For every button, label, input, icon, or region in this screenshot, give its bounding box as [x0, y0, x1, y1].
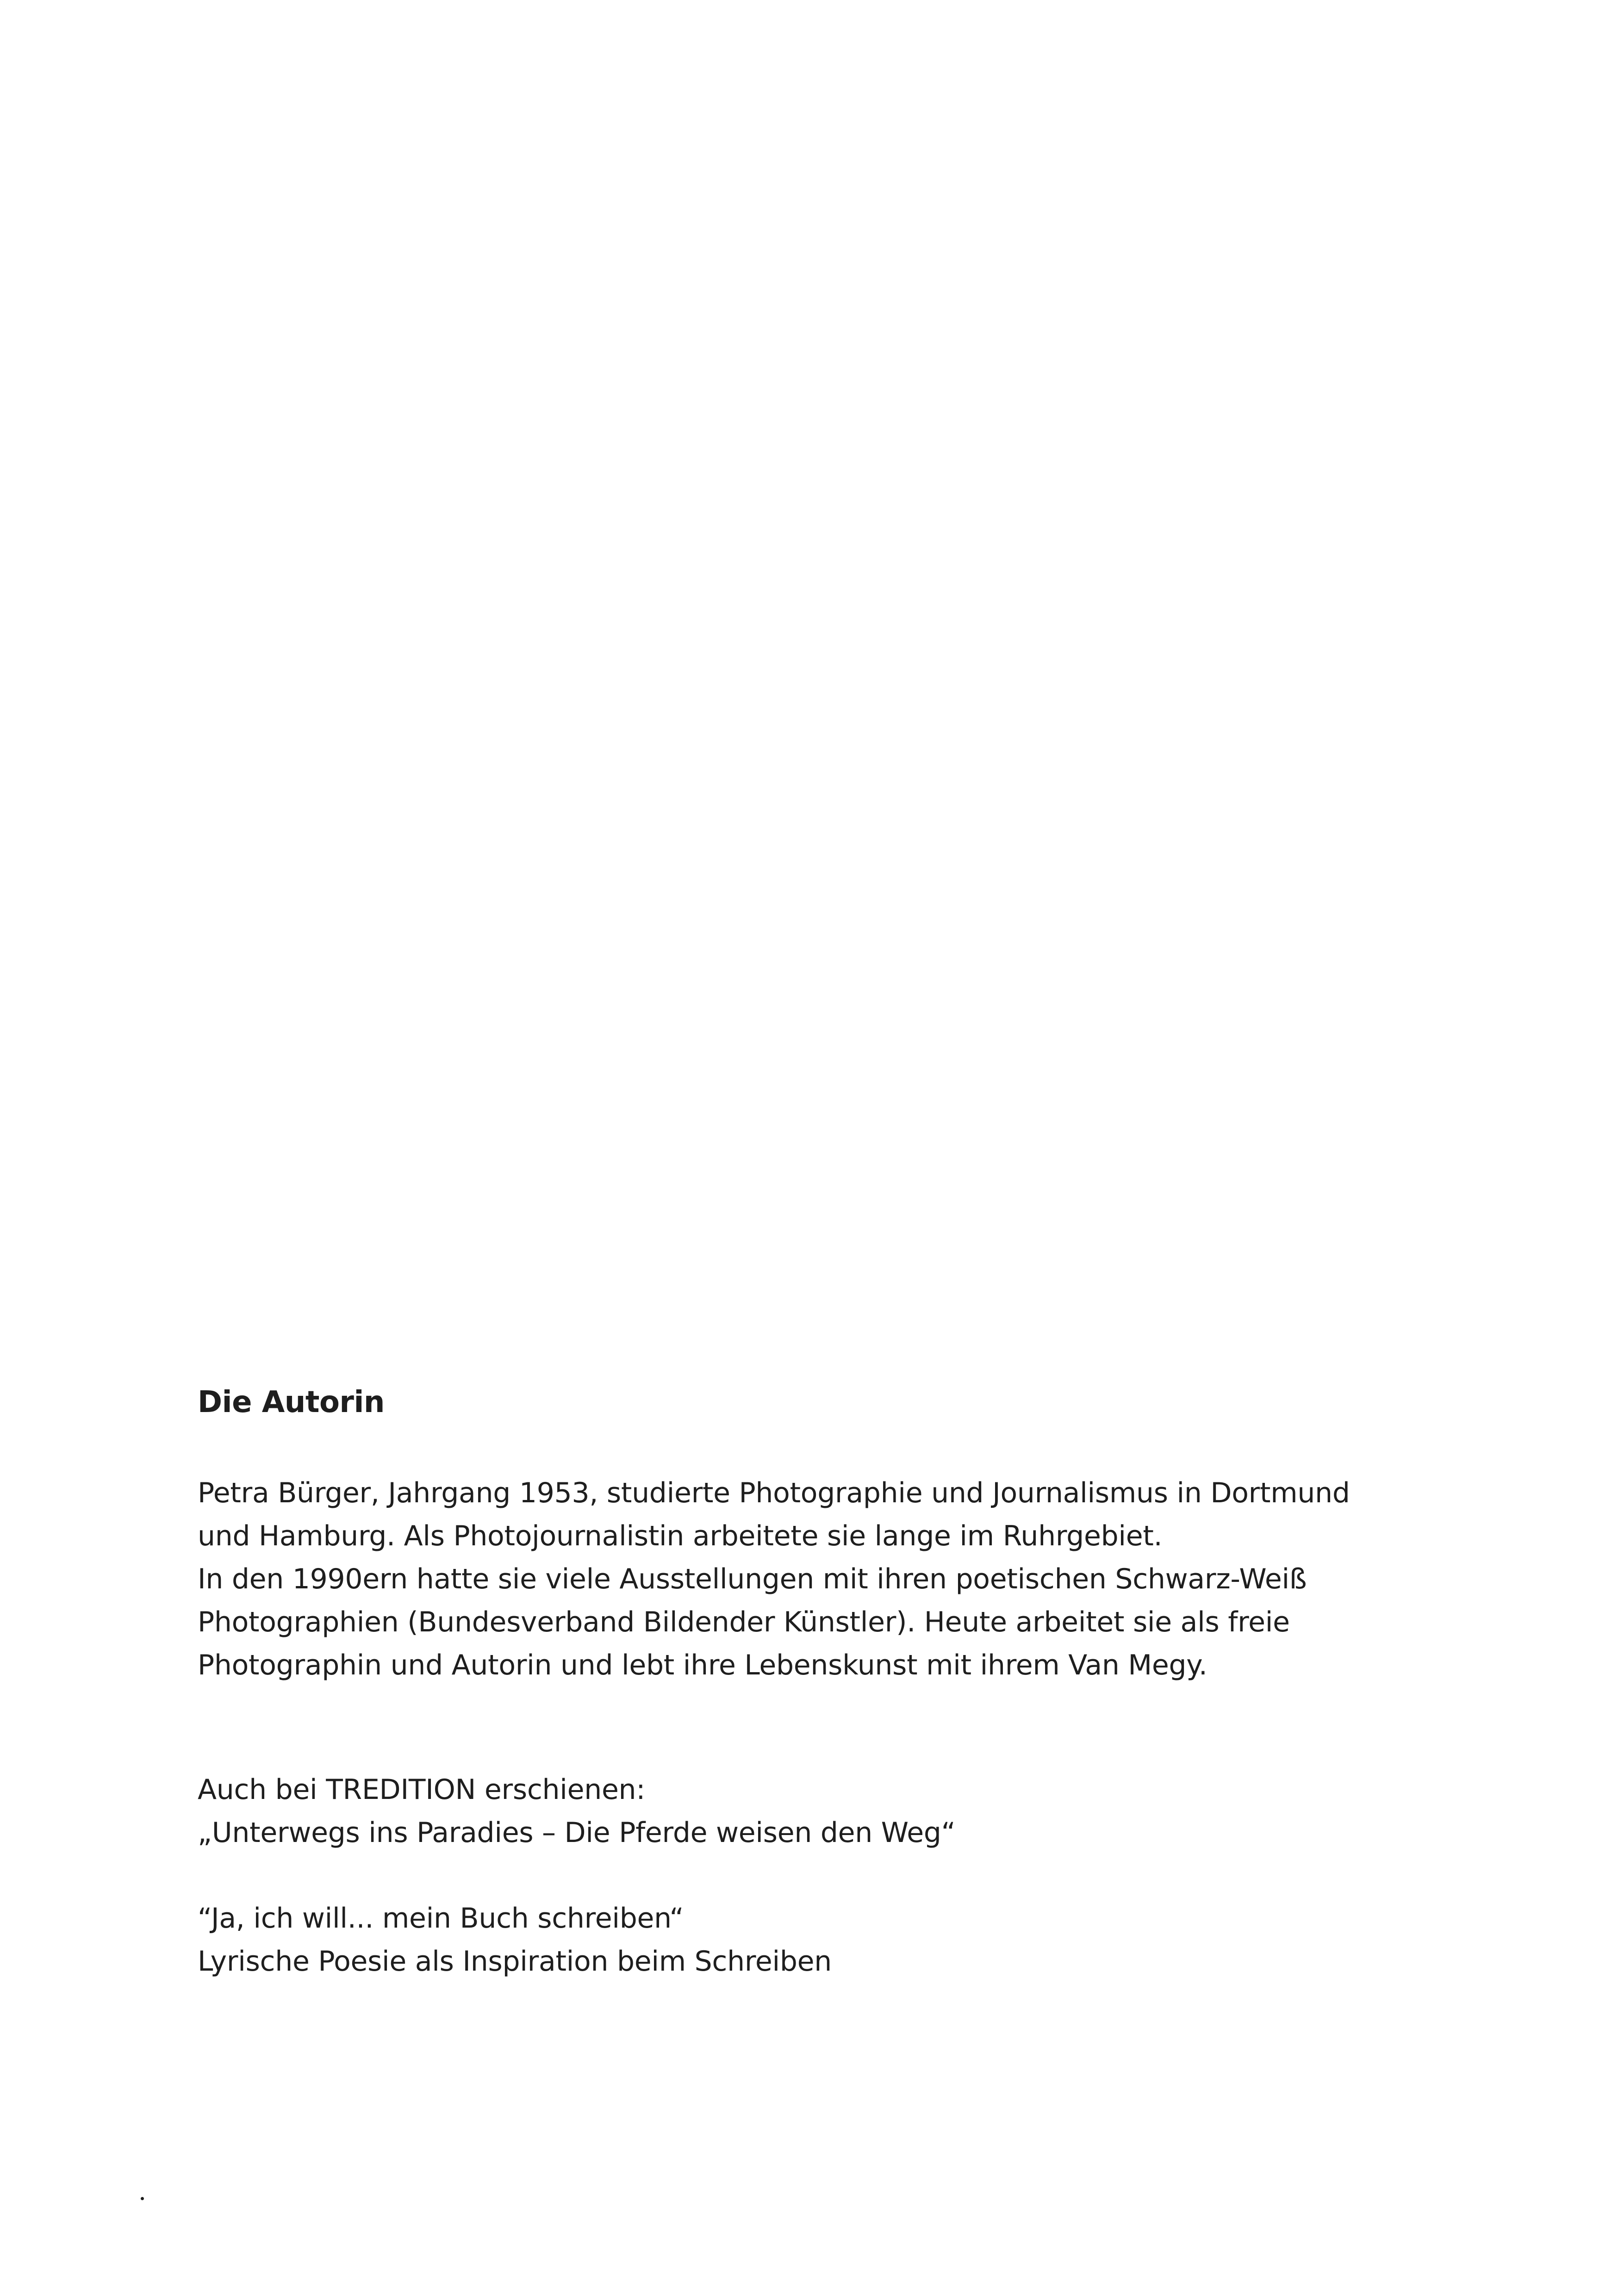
author-biography — [198, 1472, 1350, 1687]
bio-line: und Hamburg. Als Photojournalistin arbeitete sie lange im Ruhrgebiet. — [198, 1520, 1163, 1552]
footer-dot-mark — [141, 2197, 144, 2200]
section-heading-author: Die Autorin — [198, 1385, 385, 1419]
book-title-2: “Ja, ich will... mein Buch schreiben“ — [198, 1902, 684, 1935]
book-title-1: „Unterwegs ins Paradies – Die Pferde weisen den Weg“ — [198, 1817, 956, 1849]
book-subtitle-2: Lyrische Poesie als Inspiration beim Schreiben — [198, 1945, 832, 1978]
bio-line: In den 1990ern hatte sie viele Ausstellungen mit ihren poetischen Schwarz-Weiß — [198, 1563, 1307, 1595]
book-2-block — [198, 1897, 832, 1983]
bio-line: Petra Bürger, Jahrgang 1953, studierte Photographie und Journalismus in Dortmund — [198, 1477, 1350, 1509]
also-published-intro: Auch bei TREDITION erschienen: — [198, 1773, 646, 1806]
bio-line: Photographien (Bundesverband Bildender Künstler). Heute arbeitet sie als freie — [198, 1606, 1290, 1638]
bio-line: Photographin und Autorin und lebt ihre Lebenskunst mit ihrem Van Megy. — [198, 1649, 1207, 1681]
also-published-block — [198, 1768, 955, 1854]
